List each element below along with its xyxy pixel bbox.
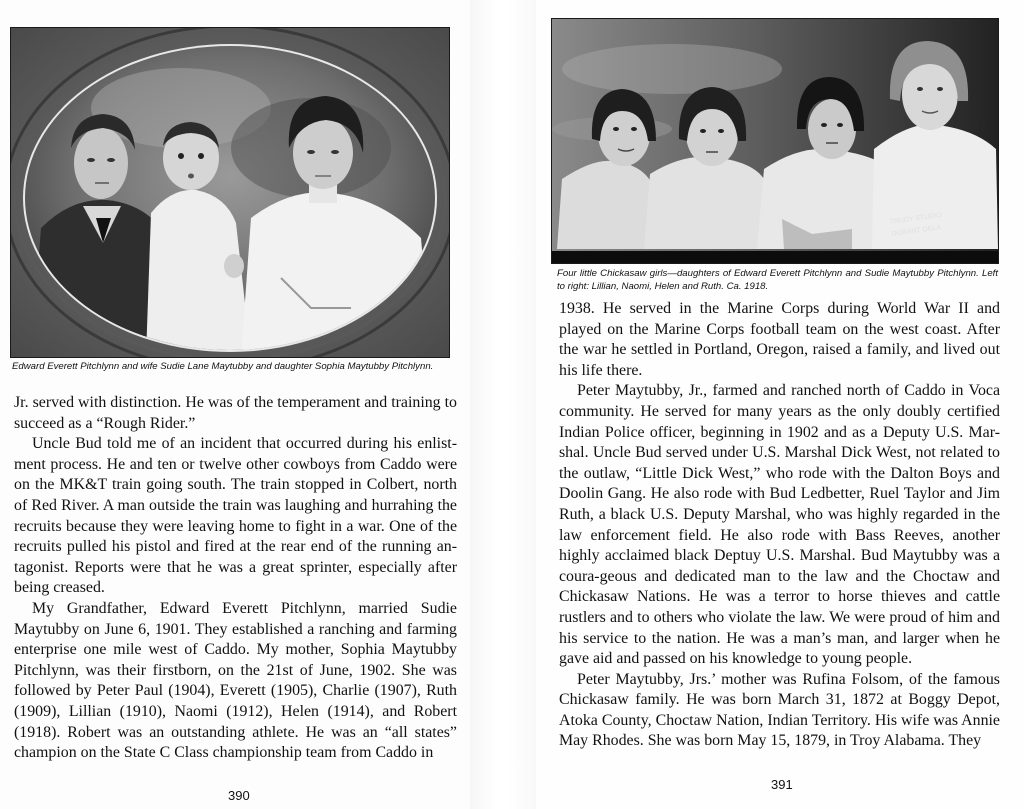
right-page-body [559,299,1000,752]
studio-mark-line2: DURANT OKLA [891,224,942,238]
paragraph: Peter Maytubby, Jr., farmed and ranched north of Caddo in Voca community. He served for many years as the only doubly certified Indian Police officer, beginning in 1902 and as a Deputy U.S. Mar-shal. Uncle Bud served under U.S. Marshal Dick West, not related to the outlaw, “Little Dick West,” who rode with the Dalton Boys and Doolin Gang. He also rode with Bud Ledbetter, Ruel Taylor and Jim Ruth, a black U.S. Deputy Marshal, who was highly regarded in the law enforcement field. He also rode with Bass Reeves, another highly acclaimed black Deptuy U.S. Marshal. Bud Maytubby was a coura-geous and dedicated man to the law and the Choctaw and Chickasaw Nations. He was a terror to horse thieves and cattle rustlers and to others who violate the law. We were proud of him and his service to the nation. He was a man’s man, and larger when he gave aid and passed on his knowledge to young people. [559,382,1000,668]
paragraph: Uncle Bud told me of an incident that occurred during his enlist-ment process. He and ten or twelve other cowboys from Caddo were on the MK&T train going south. The train stopped in Colbert, north of Red River. A man outside the train was laughing and hurrahing the recruits because they were leaving home to fight in a war. One of the recruits pulled his pistol and fired at the rear end of the running an-tagonist. Reports were that he was a great sprinter, especially after being creased. [14,435,457,597]
family-portrait-photo [10,27,450,358]
page-number: 391 [771,777,793,792]
photo-caption: Edward Everett Pitchlynn and wife Sudie Lane Maytubby and daughter Sophia Maytubby Pitchlynn. [12,361,434,372]
paragraph: Jr. served with distinction. He was of the temperament and training to succeed as a “Rough Rider.” [14,394,457,432]
paragraph: 1938. He served in the Marine Corps during World War II and played on the Marine Corps football team on the west coast. After the war he settled in Portland, Oregon, raised a family, and lived out his life there. [559,300,1000,379]
four-girls-photo [551,18,999,264]
photo-caption: Four little Chickasaw girls—daughters of Edward Everett Pitchlynn and Sudie Maytubby Pitchlynn. Left to right: Lillian, Naomi, Helen and Ruth. Ca. 1918. [557,268,998,292]
book-gutter [470,0,536,809]
paragraph: My Grandfather, Edward Everett Pitchlynn, married Sudie Maytubby on June 6, 1901. They established a ranching and farming enterprise one mile west of Caddo. My mother, Sophia Maytubby Pitchlynn, was their firstborn, on the 21st of June, 1902. She was followed by Peter Paul (1904), Everett (1905), Charlie (1907), Ruth (1909), Lillian (1910), Naomi (1912), Helen (1914), and Robert (1918). Robert was an outstanding athlete. He was an “all states” champion on the State C Class championship team from Caddo in [14,599,457,762]
four-girls-image [552,19,998,263]
left-page-body [14,393,457,764]
studio-mark-line1: TRUDY STUDIO [889,211,943,226]
page-number: 390 [228,788,250,803]
paragraph: Peter Maytubby, Jrs.’ mother was Rufina Folsom, of the famous Chickasaw family. He was born March 31, 1872 at Boggy Depot, Atoka County, Choctaw Nation, Indian Territory. His wife was Annie May Rhodes. She was born May 15, 1879, in Troy Alabama. They [559,670,1000,750]
family-portrait-image [11,28,449,357]
